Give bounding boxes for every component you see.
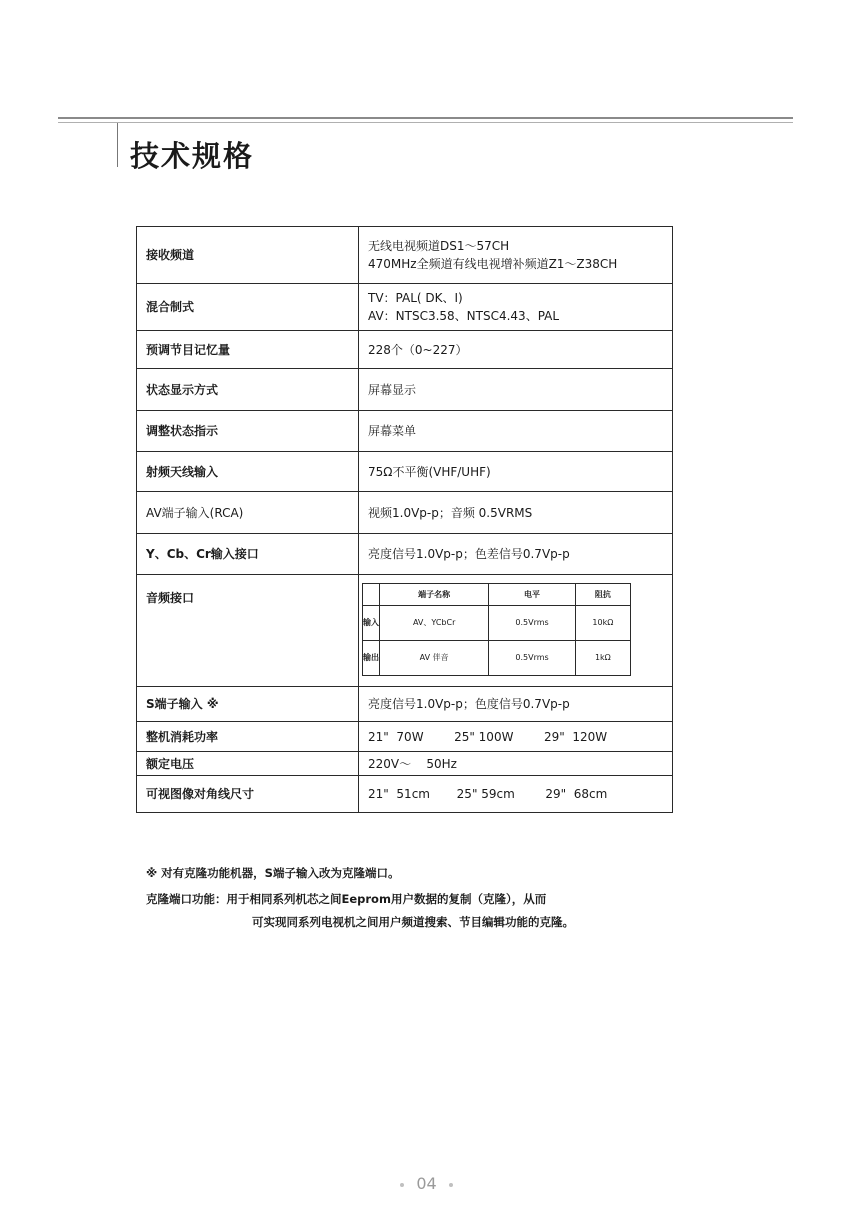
spec-row: [137, 284, 673, 331]
spec-value: 屏幕菜单: [359, 411, 673, 452]
audio-level: 0.5Vrms: [489, 641, 575, 676]
spec-row: [137, 411, 673, 452]
spec-row: [137, 687, 673, 722]
spec-value: 屏幕显示: [359, 369, 673, 411]
spec-value: 21" 70W 25" 100W 29" 120W: [359, 722, 673, 752]
spec-value: 亮度信号1.0Vp-p；色差信号0.7Vp-p: [359, 534, 673, 575]
spec-row: [137, 534, 673, 575]
spec-key: 预调节目记忆量: [137, 331, 359, 369]
spec-key: 额定电压: [137, 752, 359, 776]
spec-value-line: TV：PAL( DK、I): [368, 291, 463, 305]
spec-row: [137, 776, 673, 813]
spec-key: S端子输入 ※: [137, 687, 359, 722]
audio-row: [363, 606, 631, 641]
audio-name: AV 伴音: [380, 641, 489, 676]
spec-row: [137, 722, 673, 752]
spec-table: [136, 226, 673, 813]
spec-value-line: 无线电视频道DS1～57CH: [368, 239, 510, 253]
dot-icon: [400, 1183, 404, 1187]
spec-value: [359, 575, 673, 687]
spec-value: 21" 51cm 25" 59cm 29" 68cm: [359, 776, 673, 813]
spec-value-line: AV：NTSC3.58、NTSC4.43、PAL: [368, 309, 560, 323]
spec-key: Y、Cb、Cr输入接口: [137, 534, 359, 575]
audio-side-label: 输入: [363, 606, 380, 641]
spec-value: 75Ω不平衡(VHF/UHF): [359, 452, 673, 492]
spec-value: [359, 284, 673, 331]
spec-row-audio: [137, 575, 673, 687]
spec-row: [137, 492, 673, 534]
audio-side-label: 输出: [363, 641, 380, 676]
spec-key: 接收频道: [137, 227, 359, 284]
audio-level: 0.5Vrms: [489, 606, 575, 641]
spec-value: 220V～ 50Hz: [359, 752, 673, 776]
header-rule: [58, 117, 793, 119]
spec-row: [137, 331, 673, 369]
page-number: [0, 1174, 853, 1193]
spec-row: [137, 369, 673, 411]
audio-header-row: [363, 584, 631, 606]
spec-key: 音频接口: [137, 575, 359, 687]
audio-row: [363, 641, 631, 676]
audio-header-level: 电平: [489, 584, 575, 606]
footnote-clone-function: 克隆端口功能：用于相同系列机芯之间Eeprom用户数据的复制（克隆），从而: [146, 892, 547, 906]
audio-interface-table: [362, 583, 631, 676]
spec-key: 调整状态指示: [137, 411, 359, 452]
spec-row: [137, 752, 673, 776]
audio-impedance: 1kΩ: [575, 641, 630, 676]
spec-key: 状态显示方式: [137, 369, 359, 411]
spec-value: 亮度信号1.0Vp-p；色度信号0.7Vp-p: [359, 687, 673, 722]
spec-value: 视频1.0Vp-p；音频 0.5VRMS: [359, 492, 673, 534]
spec-value: [359, 227, 673, 284]
spec-key: AV端子输入(RCA): [137, 492, 359, 534]
title-bar: [117, 123, 118, 167]
footnote-clone-function-cont: 可实现同系列电视机之间用户频道搜索、节目编辑功能的克隆。: [252, 915, 574, 929]
audio-header-impedance: 阻抗: [575, 584, 630, 606]
page-number-text: 04: [416, 1174, 437, 1193]
audio-header-name: 端子名称: [380, 584, 489, 606]
spec-row: [137, 452, 673, 492]
spec-value: 228个（0~227）: [359, 331, 673, 369]
spec-key: 射频天线输入: [137, 452, 359, 492]
header-rule-thin: [58, 122, 793, 123]
spec-value-line: 470MHz全频道有线电视增补频道Z1～Z38CH: [368, 257, 618, 271]
footnote-clone: ※ 对有克隆功能机器，S端子输入改为克隆端口。: [146, 866, 400, 880]
page-title: 技术规格: [130, 139, 255, 173]
audio-impedance: 10kΩ: [575, 606, 630, 641]
spec-key: 混合制式: [137, 284, 359, 331]
spec-row: [137, 227, 673, 284]
spec-key: 整机消耗功率: [137, 722, 359, 752]
dot-icon: [449, 1183, 453, 1187]
audio-name: AV、YCbCr: [380, 606, 489, 641]
spec-key: 可视图像对角线尺寸: [137, 776, 359, 813]
